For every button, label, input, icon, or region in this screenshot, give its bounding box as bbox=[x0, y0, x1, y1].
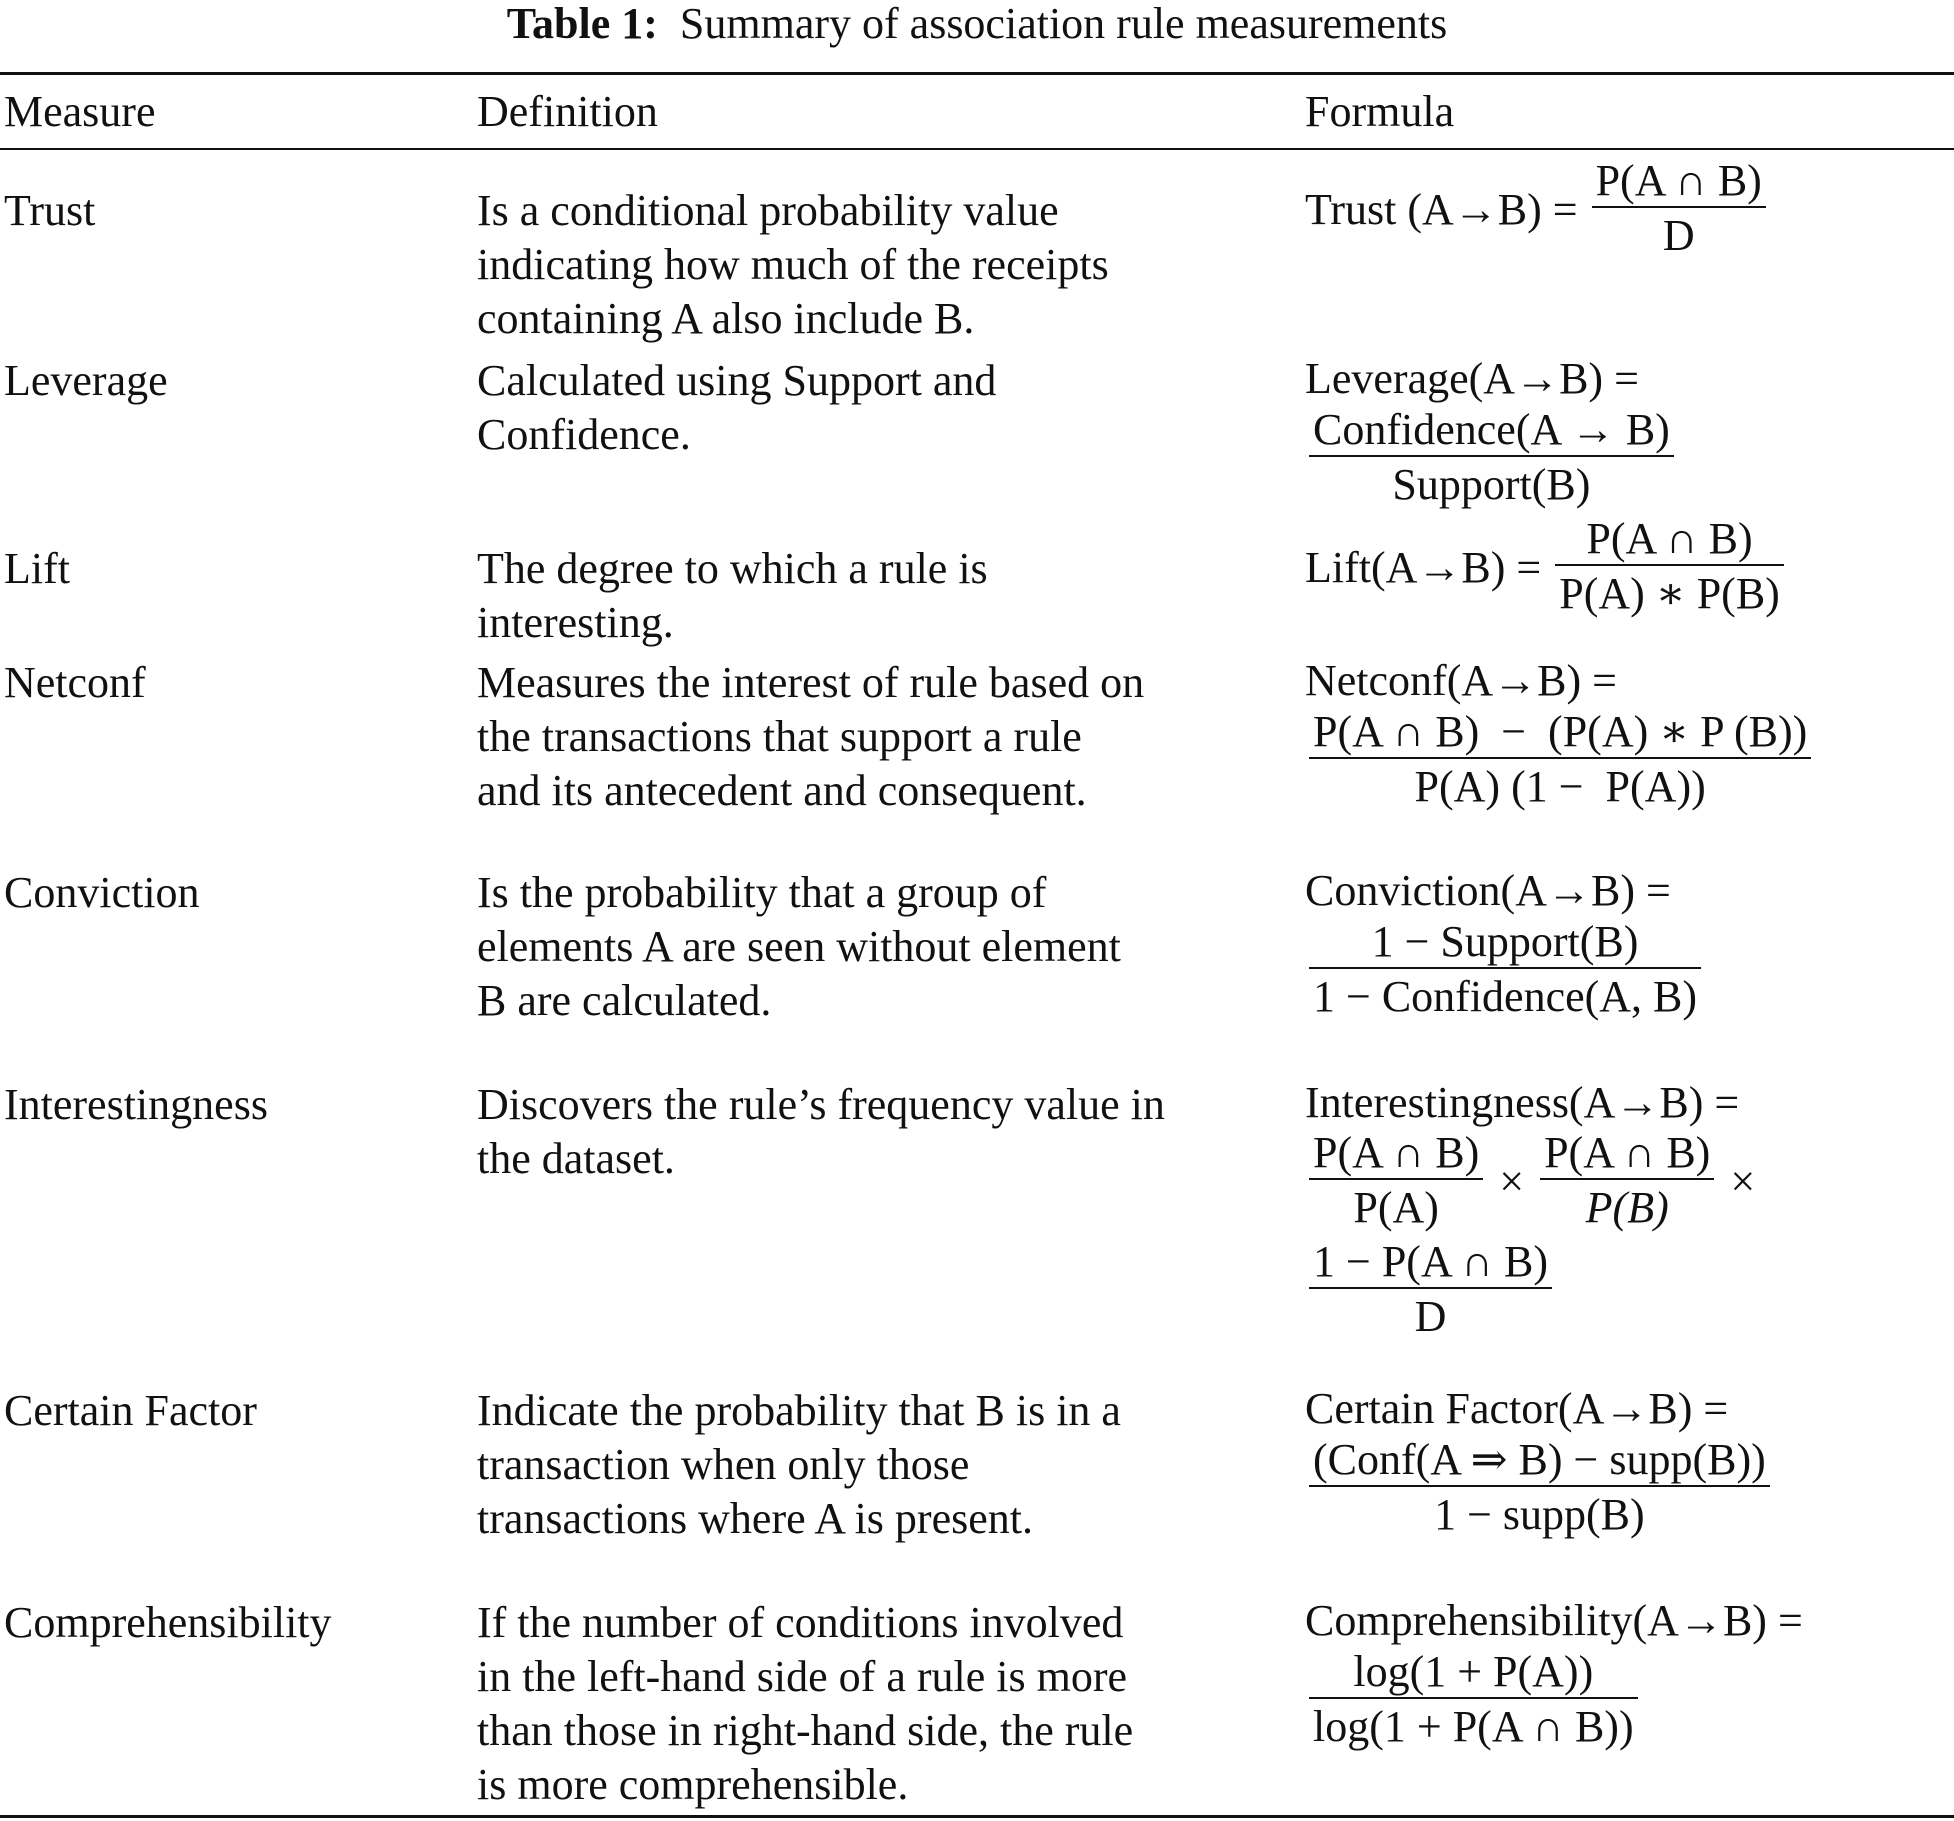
definition-line: Indicate the probability that B is in a bbox=[477, 1386, 1121, 1435]
definition-cell bbox=[477, 1384, 1247, 1546]
header-rule bbox=[0, 148, 1954, 150]
formula-cell bbox=[1305, 514, 1784, 622]
table-caption bbox=[0, 0, 1954, 48]
measure-cell: Interestingness bbox=[4, 1080, 268, 1129]
formula-lhs: Netconf(A→B) = bbox=[1305, 656, 1617, 705]
measure-cell: Netconf bbox=[4, 658, 146, 707]
fraction-denominator: P(A) (1 − P(A)) bbox=[1414, 762, 1706, 811]
times-symbol: × bbox=[1499, 1157, 1525, 1206]
formula-cell bbox=[1305, 1078, 1771, 1345]
definition-line: Confidence. bbox=[477, 410, 691, 459]
definition-line: Measures the interest of rule based on bbox=[477, 658, 1145, 707]
fraction-denominator: 1 − supp(B) bbox=[1434, 1490, 1645, 1539]
caption-title: Summary of association rule measurements bbox=[679, 0, 1448, 48]
definition-line: interesting. bbox=[477, 598, 674, 647]
fraction-denominator: P(A) ∗ P(B) bbox=[1559, 569, 1780, 618]
header-formula: Formula bbox=[1305, 87, 1455, 136]
formula-lhs: Comprehensibility(A→B) = bbox=[1305, 1596, 1803, 1645]
formula-cell bbox=[1305, 156, 1766, 264]
bottom-rule bbox=[0, 1815, 1954, 1818]
definition-cell bbox=[477, 354, 1247, 462]
fraction bbox=[1309, 1128, 1483, 1236]
formula-cell bbox=[1305, 354, 1674, 513]
measure-cell: Trust bbox=[4, 186, 96, 235]
definition-line: Is the probability that a group of bbox=[477, 868, 1047, 917]
definition-line: Calculated using Support and bbox=[477, 356, 997, 405]
formula-cell bbox=[1305, 1384, 1770, 1543]
header-measure: Measure bbox=[4, 87, 156, 136]
formula-cell bbox=[1305, 656, 1811, 815]
fraction-denominator: P(A) bbox=[1353, 1183, 1439, 1232]
formula-lhs: Certain Factor(A→B) = bbox=[1305, 1384, 1729, 1433]
header-definition: Definition bbox=[477, 87, 658, 136]
definition-line: containing A also include B. bbox=[477, 294, 975, 343]
caption-label: Table 1: bbox=[506, 0, 658, 48]
fraction-denominator: P(B) bbox=[1585, 1183, 1669, 1232]
definition-line: elements A are seen without element bbox=[477, 922, 1121, 971]
formula-lhs: Interestingness(A→B) = bbox=[1305, 1078, 1740, 1127]
fraction-denominator: log(1 + P(A ∩ B)) bbox=[1313, 1702, 1634, 1751]
definition-line: is more comprehensible. bbox=[477, 1760, 909, 1809]
fraction bbox=[1540, 1128, 1714, 1236]
definition-line: the transactions that support a rule bbox=[477, 712, 1082, 761]
definition-line: The degree to which a rule is bbox=[477, 544, 988, 593]
fraction-denominator: D bbox=[1414, 1292, 1447, 1341]
formula-cell bbox=[1305, 866, 1701, 1025]
formula-product bbox=[1305, 1128, 1771, 1236]
fraction-numerator: P(A ∩ B) bbox=[1313, 1128, 1480, 1177]
measure-cell: Conviction bbox=[4, 868, 200, 917]
top-rule bbox=[0, 72, 1954, 75]
fraction-numerator: 1 − P(A ∩ B) bbox=[1313, 1237, 1549, 1286]
fraction-denominator: Support(B) bbox=[1392, 460, 1591, 509]
measure-cell: Certain Factor bbox=[4, 1386, 257, 1435]
formula-lhs: Lift(A→B) = bbox=[1305, 543, 1542, 592]
fraction bbox=[1309, 707, 1811, 815]
formula-lhs: Leverage(A→B) = bbox=[1305, 354, 1639, 403]
definition-cell bbox=[477, 1596, 1247, 1812]
definition-line: and its antecedent and consequent. bbox=[477, 766, 1087, 815]
definition-line: transaction when only those bbox=[477, 1440, 970, 1489]
definition-cell bbox=[477, 184, 1247, 346]
fraction-denominator: 1 − Confidence(A, B) bbox=[1313, 972, 1698, 1021]
formula-lhs: Trust (A→B) = bbox=[1305, 185, 1578, 234]
definition-cell bbox=[477, 866, 1247, 1028]
fraction bbox=[1309, 1237, 1552, 1345]
definition-line: the dataset. bbox=[477, 1134, 675, 1183]
fraction bbox=[1592, 156, 1766, 264]
definition-cell bbox=[477, 656, 1247, 818]
definition-cell bbox=[477, 542, 1247, 650]
fraction-numerator: 1 − Support(B) bbox=[1371, 917, 1639, 966]
definition-line: in the left-hand side of a rule is more bbox=[477, 1652, 1128, 1701]
definition-line: Discovers the rule’s frequency value in bbox=[477, 1080, 1165, 1129]
fraction-numerator: P(A ∩ B) − (P(A) ∗ P (B)) bbox=[1313, 707, 1808, 756]
times-symbol: × bbox=[1730, 1157, 1756, 1206]
fraction-denominator: D bbox=[1662, 211, 1695, 260]
fraction-numerator: log(1 + P(A)) bbox=[1353, 1647, 1594, 1696]
definition-line: transactions where A is present. bbox=[477, 1494, 1033, 1543]
measure-cell: Comprehensibility bbox=[4, 1598, 332, 1647]
definition-line: B are calculated. bbox=[477, 976, 772, 1025]
fraction bbox=[1309, 1647, 1638, 1755]
definition-cell bbox=[477, 1078, 1247, 1186]
fraction-numerator: Confidence(A → B) bbox=[1313, 405, 1670, 454]
fraction-numerator: (Conf(A ⇒ B) − supp(B)) bbox=[1313, 1435, 1766, 1484]
fraction bbox=[1309, 1435, 1770, 1543]
fraction bbox=[1309, 405, 1674, 513]
measure-cell: Lift bbox=[4, 544, 70, 593]
fraction bbox=[1555, 514, 1784, 622]
measure-cell: Leverage bbox=[4, 356, 168, 405]
definition-line: Is a conditional probability value bbox=[477, 186, 1059, 235]
definition-line: indicating how much of the receipts bbox=[477, 240, 1109, 289]
fraction-numerator: P(A ∩ B) bbox=[1586, 514, 1753, 563]
fraction-numerator: P(A ∩ B) bbox=[1544, 1128, 1711, 1177]
formula-lhs: Conviction(A→B) = bbox=[1305, 866, 1671, 915]
definition-line: If the number of conditions involved bbox=[477, 1598, 1124, 1647]
fraction bbox=[1309, 917, 1701, 1025]
definition-line: than those in right-hand side, the rule bbox=[477, 1706, 1134, 1755]
formula-cell bbox=[1305, 1596, 1803, 1755]
fraction-numerator: P(A ∩ B) bbox=[1595, 156, 1762, 205]
